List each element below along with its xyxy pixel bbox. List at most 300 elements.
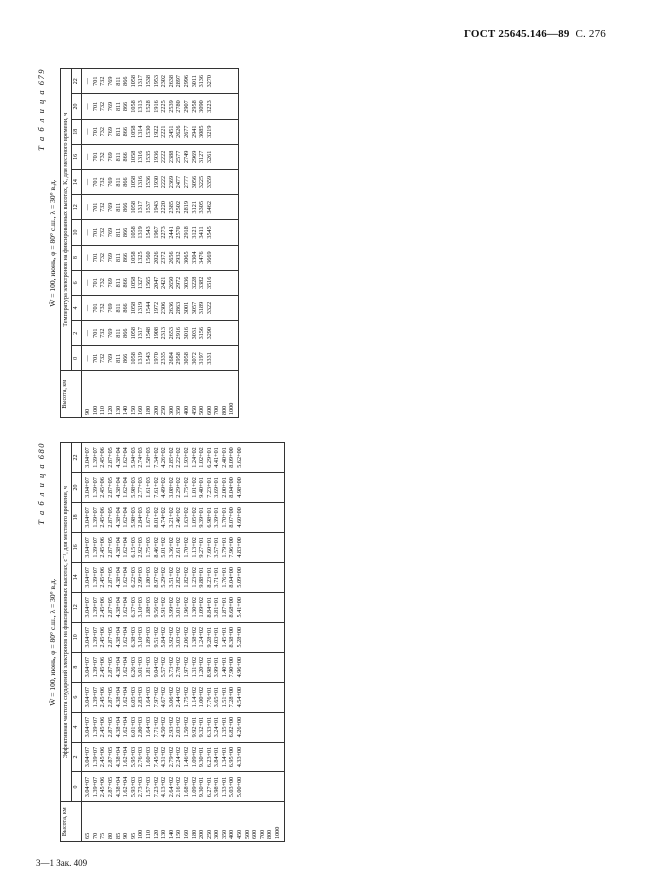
cell-value: 866 [122,328,130,338]
cell-value: 1317 [137,75,145,88]
cell-value: 1.62+04 [122,477,130,498]
hour-header: 2 [71,742,82,772]
cell-value: 811 [114,177,122,187]
cell-value: 3270 [205,75,213,88]
value-cell [82,562,284,592]
hour-header: 0 [71,346,82,371]
cell-value: 4.38+04 [114,507,122,528]
cell-value: 3.51+02 [167,567,175,588]
cell-value: 769 [106,353,114,364]
cell-value: 2.87+05 [106,597,114,618]
cell-value: 1943 [152,201,160,214]
height-value: 450 [190,405,198,415]
cell-value: 1953 [152,75,160,88]
cell-value: 3.06+02 [167,686,175,708]
cell-value: 866 [122,101,130,112]
cell-value: 1.09+02 [190,776,198,798]
height-value: 75 [99,832,107,839]
value-cell [82,532,284,562]
cell-value: 2.82+02 [175,567,183,588]
cell-value: 1313 [137,100,145,113]
cell-value: 2638 [167,75,175,88]
cell-value: 3219 [205,125,213,138]
height-value: 800 [266,829,274,839]
cell-value: 3.92+02 [167,626,175,648]
cell-value: 1058 [129,125,137,138]
cell-value: 2932 [175,251,183,264]
cell-value: 1.87+01 [220,597,228,618]
height-value: 110 [144,829,152,839]
cell-value: 1.80+03 [144,567,152,588]
cell-value: 1058 [129,327,137,340]
cell-value: 1936 [152,150,160,164]
cell-value: 2.83+03 [137,686,145,708]
cell-value: 9.92+01 [190,716,198,738]
height-value: 700 [213,405,221,415]
height-value: 800 [220,405,228,415]
cell-value: 8.98+01 [205,656,213,678]
cell-value: 1530 [144,125,152,138]
gost-number: ГОСТ 25645.146—89 [463,28,570,40]
cell-value: 2388 [167,150,175,164]
cell-value: 2.87+05 [106,716,114,738]
height-value: 500 [198,405,206,415]
cell-value: 1537 [144,201,152,214]
cell-value: 6.38+03 [129,626,137,648]
cell-value: 1058 [129,100,137,113]
cell-value: 1.30+02 [190,597,198,618]
cell-value: 3.98+01 [213,776,221,798]
cell-value: 2.46+02 [175,507,183,528]
cell-value: 5.00+00 [236,776,244,798]
cell-value: 811 [114,152,122,162]
page-header [464,28,606,40]
cell-value: 9.04+02 [152,656,160,678]
cell-value: 769 [106,127,114,137]
cell-value: 1058 [129,352,137,365]
cell-value: 1.01+02 [190,477,198,498]
hour-header: 14 [71,562,82,592]
cell-value: 3.04+07 [84,686,92,708]
table-caption: Т а б л и ц а 679 [36,68,46,151]
cell-value: 2650 [167,276,175,289]
height-value: 120 [106,405,114,415]
cell-value: 3156 [198,327,206,340]
cell-value: 1.62+04 [122,686,130,708]
cell-value: 1.60+03 [144,746,152,768]
cell-value: 1.24+02 [190,447,198,468]
hour-header: 10 [71,220,82,245]
cell-value: 4.67+02 [160,686,168,708]
height-value: 300 [213,829,221,839]
cell-value: 2502 [175,201,183,214]
cell-value: 3228 [190,276,198,289]
cell-value: — [84,103,92,110]
cell-value: 1.88+03 [144,597,152,618]
cell-value: 2.03+02 [175,716,183,738]
height-value: 180 [190,829,198,839]
cell-value: 9.56+02 [152,597,160,618]
height-value: 85 [114,832,122,839]
cell-value: 2.64+02 [167,776,175,798]
footer-note: 3—1 Зак. 409 [36,858,88,868]
value-cell [82,772,284,802]
cell-value: 1.63+02 [182,507,190,528]
height-value: 300 [167,405,175,415]
cell-value: 3304 [190,251,198,264]
cell-value: 1.39+07 [91,716,99,738]
cell-value: 701 [91,252,99,263]
cell-value: 7.76+01 [205,686,213,708]
value-cell [82,712,284,742]
cell-value: 3197 [198,352,206,365]
cell-value: 1.39+07 [91,507,99,528]
hour-header: 20 [71,472,82,502]
cell-value: 866 [122,227,130,238]
cell-value: 8.23+01 [205,567,213,588]
cell-value: 701 [91,278,99,288]
cell-value: 2.44+02 [175,686,183,708]
cell-value: 2372 [160,251,168,264]
cell-value: 8.09+00 [228,447,236,468]
cell-value: 1.50+02 [182,716,190,738]
cell-value: 1327 [137,276,145,289]
cell-value: 2369 [167,175,175,189]
cell-value: 3.65+01 [213,686,221,708]
height-value: 450 [236,829,244,839]
value-cell [82,295,239,320]
cell-value: 8.97+02 [152,567,160,588]
cell-value: 2780 [175,100,183,113]
cell-value: — [84,254,92,261]
cell-value: 8.68+00 [228,597,236,618]
cell-value: 1.39+07 [91,447,99,468]
cell-value: 2958 [175,352,183,365]
cell-value: 4.49+02 [160,477,168,498]
cell-value: 3085 [198,125,206,138]
cell-value: 4.26+00 [236,716,244,738]
height-value: 700 [258,829,266,839]
cell-value: 1.38+02 [190,626,198,648]
cell-value: 9.40+01 [198,477,206,498]
cell-value: 6.27+01 [205,776,213,798]
cell-value: 9.51+02 [152,626,160,648]
cell-value: 3322 [205,301,213,315]
cell-value: 1.62+04 [122,567,130,588]
hour-header: 16 [71,532,82,562]
cell-value: 4.38+04 [114,447,122,468]
cell-value: 2656 [167,251,175,264]
cell-value: 5.91+02 [160,597,168,618]
table-caption: Т а б л и ц а 680 [36,442,46,525]
cell-value: 6.82+00 [228,716,236,738]
cell-value: 4.38+04 [114,477,122,498]
cell-value: — [84,304,92,312]
height-cell [82,802,284,842]
cell-value: 8.84+01 [205,597,213,618]
cell-value: 2.61+02 [175,537,183,558]
cell-value: 3.03+02 [175,626,183,648]
height-value: 120 [152,829,160,839]
height-value: 95 [129,832,137,839]
cell-value: — [84,204,92,211]
cell-value: 1.58+03 [144,447,152,468]
cell-value: 5.95+03 [129,746,137,768]
cell-value: 1.57+03 [144,776,152,798]
cell-value: 866 [122,303,130,313]
cell-value: 2.87+05 [106,447,114,468]
cell-value: 811 [114,303,122,313]
height-header: Высота, км [61,802,82,842]
cell-value: 1.82+02 [182,567,190,588]
cell-value: 1.68+02 [182,776,190,798]
cell-value: 3.99+01 [213,656,221,678]
cell-value: 7.90+00 [228,656,236,678]
cell-value: 2313 [160,327,168,340]
cell-value: 811 [114,76,122,86]
cell-value: 6.26+03 [129,656,137,678]
cell-value: 3223 [205,100,213,113]
cell-value: 3359 [205,175,213,189]
cell-value: 4.03+01 [213,626,221,648]
cell-value: 1.24+02 [198,626,206,648]
cell-value: 1.05+02 [190,507,198,528]
cell-value: 2.45+06 [99,507,107,528]
cell-value: — [84,330,92,337]
cell-value: 2.87+05 [106,477,114,498]
cell-value: 7.23+01 [205,477,213,498]
cell-value: 2.45+06 [99,537,107,558]
hour-header: 8 [71,652,82,682]
cell-value: 3411 [198,226,206,239]
cell-value: 3305 [198,201,206,214]
cell-value: 2335 [160,352,168,365]
cell-value: — [84,128,92,135]
cell-value: 4.38+04 [114,746,122,768]
cell-value: 4.38+04 [114,716,122,738]
cell-value: 2969 [190,150,198,164]
cell-value: 8.01+02 [152,507,160,528]
cell-value: 701 [91,303,99,313]
height-value: 140 [122,405,130,415]
cell-value: 811 [114,127,122,137]
cell-value: 8.46+02 [152,537,160,558]
cell-value: 3090 [198,100,206,113]
cell-value: 3.04+07 [84,477,92,498]
cell-value: 3.81+01 [213,597,221,618]
cell-value: 1565 [144,276,152,289]
cell-value: 811 [114,328,122,338]
cell-value: 1.33+01 [220,776,228,798]
cell-value: 1317 [137,327,145,340]
cell-value: 4.74+02 [160,507,168,528]
cell-value: 1.39+07 [91,537,99,558]
cell-value: 5.93+03 [129,776,137,798]
hour-header: 16 [71,144,82,169]
cell-value: 1.62+04 [122,776,130,798]
cell-value: 3.08+02 [167,477,175,498]
cell-value: 1.39+07 [91,567,99,588]
value-cell [82,94,239,119]
cell-value: 1316 [137,175,145,189]
cell-value: 3.04+07 [84,507,92,528]
cell-value: 701 [91,353,99,364]
cell-value: 2.99+03 [137,567,145,588]
cell-value: — [84,355,92,362]
cell-value: 3.39+01 [213,507,221,528]
cell-value: 2653 [167,327,175,340]
value-cell [82,270,239,295]
cell-value: 2.74+03 [137,447,145,468]
cell-value: 1.14+02 [190,686,198,708]
cell-value: 3.99+02 [167,597,175,618]
cell-value: 7.34+02 [152,447,160,468]
cell-value: 6.01+03 [129,716,137,738]
cell-value: 2.24+02 [175,746,183,768]
cell-value: 2570 [175,226,183,239]
cell-value: 4.60+00 [236,507,244,528]
cell-value: 1.62+04 [122,537,130,558]
cell-value: 3331 [205,352,213,365]
cell-value: 9.30+01 [198,776,206,798]
cell-value: 1.79+01 [220,537,228,558]
cell-value: 2.92+03 [137,537,145,558]
cell-value: 2.87+05 [106,656,114,678]
cell-value: 8.04+00 [228,477,236,498]
cell-value: 701 [91,227,99,238]
cell-value: 2.79+02 [167,746,175,768]
cell-value: 2677 [182,125,190,138]
cell-value: 4.13+02 [160,776,168,798]
cell-value: 1528 [144,100,152,113]
cell-value: 2.45+06 [99,477,107,498]
value-cell [82,245,239,270]
cell-value: 9.39+01 [198,507,206,528]
cell-value: 7.23+02 [152,776,160,798]
table-row [82,69,239,418]
cell-value: 1535 [144,150,152,164]
cell-value: 1.67+03 [144,507,152,528]
cell-value: 5.09+00 [236,567,244,588]
cell-value: 2421 [160,276,168,289]
cell-value: 2.45+06 [99,626,107,648]
cell-value: 2221 [160,125,168,138]
cell-value: 7.96+00 [228,537,236,558]
cell-value: 1.81+03 [144,656,152,678]
cell-value: 1317 [137,201,145,214]
cell-value: 2.06+02 [182,626,190,648]
cell-value: 3011 [190,75,198,88]
cell-value: 3.73+02 [167,656,175,678]
cell-value: 1538 [144,75,152,88]
cell-value: 1325 [137,251,145,264]
cell-value: 5.01+02 [160,537,168,558]
height-value: 130 [160,829,168,839]
cell-value: 701 [91,328,99,338]
cell-value: 9.27+01 [198,537,206,558]
cell-value: 732 [99,278,107,288]
cell-value: 1058 [129,75,137,88]
cell-value: 811 [114,101,122,112]
cell-value: 1930 [152,175,160,189]
cell-value: 3225 [198,175,206,189]
value-cell [82,472,284,502]
cell-value: 811 [114,253,122,263]
cell-value: 866 [122,252,130,263]
cell-value: 2225 [160,100,168,113]
height-value: 350 [220,829,228,839]
cell-value: 3057 [190,301,198,315]
cell-value: 7.28+00 [228,686,236,708]
cell-value: 9.28+01 [205,626,213,648]
cell-value: 2.45+06 [99,716,107,738]
cell-value: 1967 [152,226,160,239]
cell-value: 8.07+00 [228,507,236,528]
cell-value: 3.69+01 [213,477,221,498]
cell-value: 1560 [144,251,152,264]
cell-value: 3.04+07 [84,776,92,798]
cell-value: 2.45+06 [99,656,107,678]
cell-value: 1.09+02 [198,597,206,618]
value-cell [82,169,239,194]
cell-value: 701 [91,202,99,212]
hour-header: 4 [71,712,82,742]
cell-value: 7.61+02 [152,477,160,498]
cell-value: 3036 [182,276,190,289]
cell-value: 4.31+02 [160,746,168,768]
cell-value: 701 [91,101,99,112]
cell-value: 2577 [175,150,183,164]
cell-value: 1058 [129,175,137,189]
cell-value: 4.54+00 [236,686,244,708]
cell-value: 8.04+00 [228,567,236,588]
cell-value: 1.61+03 [144,477,152,498]
cell-value: 1.35+01 [220,716,228,738]
cell-value: 2897 [175,75,183,88]
height-value: 100 [91,405,99,415]
cell-value: 9.32+01 [198,716,206,738]
cell-value: 4.38+04 [114,656,122,678]
cell-value: 3136 [198,75,206,88]
cell-value: 2.45+06 [99,686,107,708]
hour-header: 8 [71,245,82,270]
height-value: 250 [205,829,213,839]
cell-value: 2477 [175,175,183,189]
value-cell [82,682,284,712]
cell-value: 3.71+01 [213,567,221,588]
cell-value: 3.04+07 [84,626,92,648]
cell-value: 3290 [205,327,213,340]
cell-value: 866 [122,202,130,212]
cell-value: 1.97+02 [182,656,190,678]
cell-value: 4.41+01 [213,447,221,468]
cell-value: 732 [99,328,107,338]
height-cell [82,371,239,418]
hour-header: 12 [71,195,82,220]
cell-value: 1.23+02 [190,567,198,588]
cell-value: 1.96+02 [182,597,190,618]
cell-value: 2.16+02 [175,776,183,798]
table-title: W̄ = 100, июнь, φ = 80° с.ш., λ = 30° в.д. [48,179,57,307]
cell-value: 5.98+03 [129,477,137,498]
value-cell [82,220,239,245]
cell-value: 3.36+02 [167,537,175,558]
cell-value: — [84,78,92,85]
cell-value: 2918 [182,226,190,239]
cell-value: 769 [106,101,114,112]
table-680-block [36,442,596,842]
cell-value: 732 [99,353,107,364]
